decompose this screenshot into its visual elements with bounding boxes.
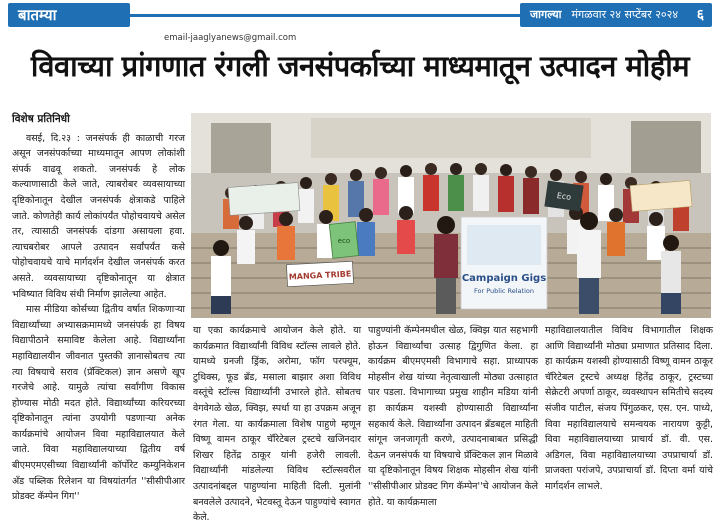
article-paragraph: मास मीडिया कोर्सच्या द्वितीय वर्षात शिकणाऱ्या विद्यार्थ्यांच्या अभ्यासक्रमामध्ये जनसंपर्क हा विषय विद्यापीठाने समाविष्ट केलेला आहे. विद्यार्थ्यांना महाविद्यालयीन जीवनात पुस्तकी ज्ञानासोबतच त्या त्या विषयाचे सराव (प्रॅक्टिकल) ज्ञान असणे खूप गरजेचे आहे. यामुळे त्यांचा सर्वांगीण विकास होण्यास मोठी मदत होते. विद्यार्थ्यांच्या करियरच्या दृष्टिकोनातून त्यांना उपयोगी पडणाऱ्या अनेक कार्यक्रमांचे आयोजन विवा महाविद्यालयात केले जाते. विवा महाविद्यालयाच्या द्वितीय वर्ष बीएमएमएसीच्या विद्यार्थ्यांनी कॉर्पोरेट कम्युनिकेशन अँड पब्लिक रिलेशन या विषयांतर्गत ''सीसीपीआर प्रोडक्ट कॅम्पेन गिग'' <box>12 304 185 503</box>
byline: विशेष प्रतिनिधी <box>12 113 70 125</box>
article-column-3 <box>368 323 538 510</box>
article-paragraph: पाहुण्यांनी कॅम्पेनमधील खेळ, क्विझ यात सहभागी होऊन विद्यार्थ्यांचा उत्साह द्विगुणित केला. हा कार्यक्रम बीएमएमसी विभागाचे सहा. प्राध्यापक मोहसीन शेख यांच्या नेतृत्वाखाली मोठ्या उत्साहात पार पडला. विभागाच्या प्रमुख शाहीन मडिया यांनी हा कार्यक्रम यशस्वी होण्यासाठी विद्यार्थ्यांना सहकार्य केले. विद्यार्थ्यांना उत्पादन ब्रँडबद्दल माहिती सांगून जनजागृती करणे, उत्पादनाबाबत प्रसिद्धी देऊन जनसंपर्क या विषयाचे प्रॅक्टिकल ज्ञान मिळावे या दृष्टिकोनातून विषय शिक्षक मोहसीन शेख यांनी ''सीसीपीआर प्रोडक्ट गिग कॅम्पेन''चे आयोजन केले होते. या कार्यक्रमाला <box>368 325 538 508</box>
article-column-2 <box>193 323 361 526</box>
article-paragraph: वसई, दि.२३ : जनसंपर्क ही काळाची गरज असून जनसंपर्काच्या माध्यमातून आपण लोकांशी संपर्क वाढवू शकतो. जनसंपर्क हे लोक कल्याणासाठी केले जाते, त्याबरोबर व्यवसायाच्या दृष्टिकोनातून देखील जनसंपर्क क्षेत्राकडे पाहिले जाते. कोणतेही कार्य लोकांपर्यंत पोहोचवायचे असेल तर, त्यासाठी जनसंपर्क दांडगा असायला हवा. त्याचबरोबर आपले उत्पादन सर्वांपर्यंत कसे पोहोचवायचे याचे मार्गदर्शन देखील जनसंपर्क करत असते. व्यवसायाच्या दृष्टिकोनातून या क्षेत्रात भविष्यात विविध संधी निर्माण झालेल्या आहेत. <box>12 132 185 300</box>
contact-email[interactable]: email-jaaglyanews@gmail.com <box>164 33 297 43</box>
article-paragraph: या एका कार्यक्रमाचे आयोजन केले होते. या कार्यक्रमात विद्यार्थ्यांनी विविध स्टॉल्स लावले होते. यामध्ये ग्रनजी ड्रिंक, अरोमा, फॉग परफ्यूम, टुथिक्स, फूड ब्रँड, मसाला बाझार अशा विविध वस्तूंचे स्टॉल्स विद्यार्थ्यांनी उभारले होते. सोबतच वेगवेगळे खेळ, क्विझ, स्पर्धा या हा उपक्रम अजून रंगत गेला. या कार्यक्रमाला विशेष पाहुणे म्हणून विष्णू वामन ठाकूर चॅरिटेबल ट्रस्टचे खजिनदार शिखर हितेंद्र ठाकूर यांनी हजेरी लावली. विद्यार्थ्यांनी मांडलेल्या विविध स्टॉल्सवरील उत्पादनांबद्दल पाहुण्यांना माहिती दिली. मुलांनी बनवलेले उत्पादने, भेटवस्तू देऊन पाहुण्यांचे स्वागत केले. <box>193 325 361 524</box>
masthead <box>0 0 720 30</box>
section-label: बातम्या <box>8 3 130 27</box>
sign-manga-tribe: MANGA TRIBE <box>288 269 352 282</box>
banner-subtitle: For Public Relation <box>474 287 534 295</box>
article-column-1 <box>12 112 185 505</box>
article-headline: विवाच्या प्रांगणात रंगली जनसंपर्काच्या माध्यमातून उत्पादन मोहीम <box>30 49 690 83</box>
issue-date: मंगळवार २४ सप्टेंबर २०२४ <box>571 8 679 21</box>
sign-right: Eco <box>556 191 572 202</box>
article-paragraph: महाविद्यालयातील विविध विभागातील शिक्षक आणि विद्यार्थ्यांनी मोठ्या प्रमाणात प्रतिसाद दिला. हा कार्यक्रम यशस्वी होण्यासाठी विष्णू वामन ठाकूर चॅरिटेबल ट्रस्टचे अध्यक्ष हितेंद्र ठाकूर, ट्रस्टच्या सेक्रेटरी अपर्णा ठाकूर, व्यवस्थापन समितीचे सदस्य संजीव पाटील, संजय पिंगुळकर, एस. एन. पाध्ये, विवा महाविद्यालयाचे समन्वयक नारायण कुट्टी, विवा महाविद्यालयाच्या प्राचार्य डॉ. वी. एस. अडिगल, विवा महाविद्यालयाच्या उपप्राचार्या डॉ. प्राजक्ता परांजपे, उपप्राचार्या डॉ. दिप्ता वर्मा यांचे मार्गदर्शन लाभले. <box>545 325 713 492</box>
publication-name: जागल्या <box>530 8 562 21</box>
sign-green: eco <box>337 237 351 245</box>
masthead-rule <box>130 14 520 17</box>
banner-title: Campaign Gigs <box>461 273 547 284</box>
article-column-4 <box>545 323 713 495</box>
page-number: ६ <box>696 7 704 23</box>
group-photo <box>191 113 711 318</box>
edition-bar <box>520 3 712 27</box>
group-photo-illustration <box>191 113 711 318</box>
